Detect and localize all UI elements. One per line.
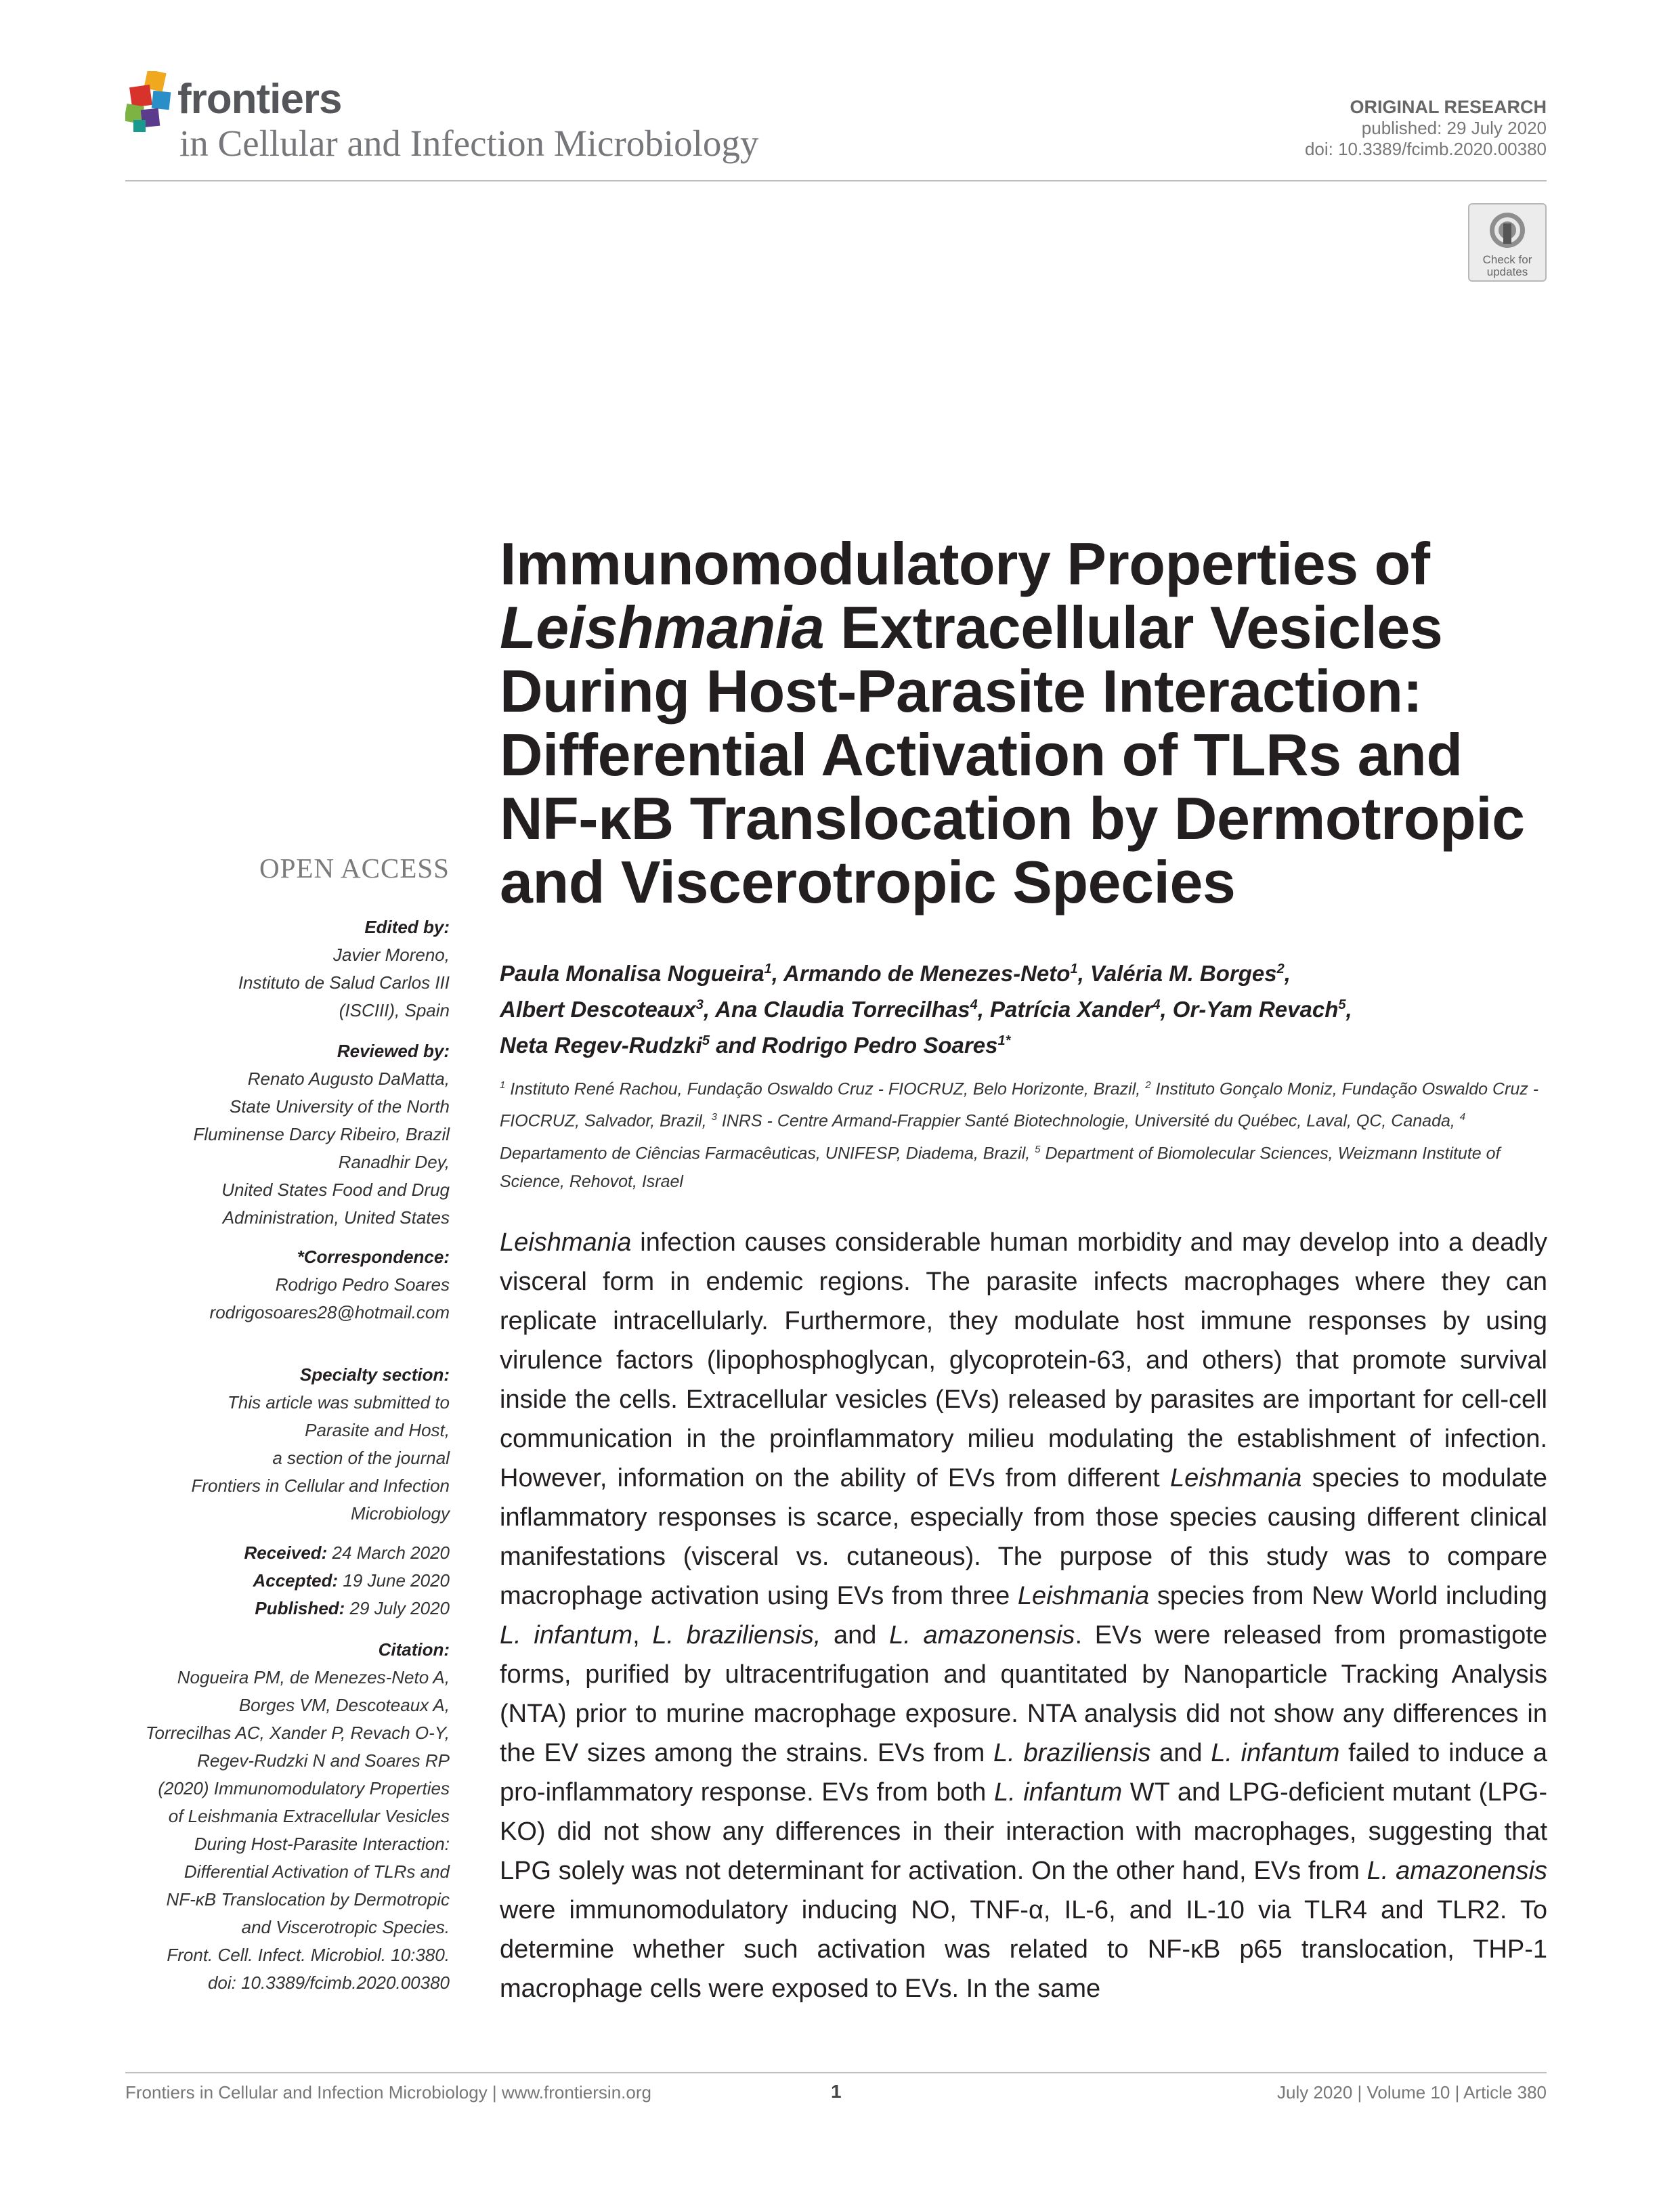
author-name[interactable]: Patrícia Xander (990, 997, 1153, 1022)
article-meta (1305, 97, 1547, 160)
specialty-line: Frontiers in Cellular and Infection (191, 1475, 450, 1496)
citation-line: Front. Cell. Infect. Microbiol. 10:380. (167, 1945, 450, 1965)
reviewed-by-heading: Reviewed by: (337, 1041, 450, 1061)
edited-by-heading: Edited by: (364, 917, 450, 937)
abstract-text: and (821, 1621, 890, 1649)
abstract-text: were immunomodulatory inducing NO, TNF-α, IL-6, and IL-10 via TLR4 and TLR2. To determine whether such activation was related to NF-κB p65 translocation, THP-1 macrophage cells were exposed to EVs. In the same (500, 1896, 1547, 2003)
abstract-text: species to modulate inflammatory responses is scarce, especially from those species causing different clinical manifestations (visceral vs. cutaneous). The purpose of this study was to compare macrophage activation using EVs from three (500, 1464, 1547, 1610)
title-line: and Viscerotropic Species (500, 848, 1236, 915)
accepted-value: 19 June 2020 (338, 1570, 450, 1591)
header-doi[interactable]: doi: 10.3389/fcimb.2020.00380 (1304, 139, 1547, 159)
reviewer-line: United States Food and Drug (221, 1180, 450, 1200)
reviewer-line: Administration, United States (222, 1207, 450, 1228)
article-type: ORIGINAL RESEARCH (1350, 97, 1547, 117)
published-date-sidebar (98, 1595, 450, 1622)
correspondence-section (98, 1243, 450, 1327)
author-sep: , (703, 997, 716, 1022)
page-number: 1 (831, 2081, 842, 2102)
abstract-italic: Leishmania (1017, 1582, 1150, 1610)
author-name[interactable]: Rodrigo Pedro Soares (762, 1033, 998, 1058)
author-affil-sup: 1 (764, 962, 772, 976)
author-affil-sup: 5 (702, 1033, 710, 1048)
reviewed-by-section (98, 1037, 450, 1232)
affil-sup: 5 (1035, 1143, 1041, 1155)
affil-sup: 1 (500, 1079, 506, 1091)
title-line (500, 596, 1556, 660)
affiliation: Departamento de Ciências Farmacêuticas, UNIFESP, Diadema, Brazil, (500, 1143, 1035, 1163)
citation-heading: Citation: (378, 1639, 450, 1660)
citation-line: NF-κB Translocation by Dermotropic (166, 1889, 450, 1910)
reviewer-line: Fluminense Darcy Ribeiro, Brazil (193, 1124, 450, 1144)
abstract-text: species from New World including (1149, 1582, 1547, 1610)
affiliations (500, 1071, 1556, 1196)
abstract-italic: L. braziliensis (993, 1739, 1151, 1767)
brand-name: frontiers (177, 76, 342, 123)
correspondence-email[interactable]: rodrigosoares28@hotmail.com (209, 1302, 450, 1322)
author-list (500, 953, 1556, 1061)
affiliation: Instituto Gonçalo Moniz, Fundação Oswaldo Cruz - FIOCRUZ, Salvador, Brazil, (500, 1079, 1539, 1131)
citation-line: (2020) Immunomodulatory Properties (158, 1778, 450, 1798)
author-name[interactable]: Or-Yam Revach (1172, 997, 1339, 1022)
published-label: Published: (255, 1598, 345, 1618)
journal-name: in Cellular and Infection Microbiology (179, 123, 759, 164)
footer-journal-link[interactable]: Frontiers in Cellular and Infection Microbiology | www.frontiersin.org (125, 2082, 651, 2102)
edited-by-section (98, 913, 450, 1024)
abstract-italic: L. amazonensis (1366, 1857, 1547, 1885)
abstract-text: and (1150, 1739, 1211, 1767)
citation-line: Differential Activation of TLRs and (184, 1861, 450, 1882)
header-divider (125, 180, 1547, 181)
check-for-updates-badge[interactable] (1468, 203, 1547, 282)
author-sep: , (977, 997, 991, 1022)
abstract-italic: Leishmania (500, 1228, 632, 1257)
affil-sup: 2 (1145, 1079, 1151, 1091)
author-sep: , (1160, 997, 1173, 1022)
footer-divider (125, 2072, 1547, 2073)
author-affil-sup: 2 (1276, 962, 1285, 976)
open-access-label: OPEN ACCESS (259, 853, 450, 884)
abstract-italic: L. amazonensis (889, 1621, 1075, 1649)
author-name[interactable]: Albert Descoteaux (500, 997, 696, 1022)
received-label: Received: (244, 1543, 328, 1563)
received-value: 24 March 2020 (327, 1543, 450, 1563)
abstract (500, 1223, 1547, 2008)
author-affil-sup: 5 (1338, 997, 1346, 1012)
affil-sup: 4 (1459, 1111, 1466, 1123)
author-sep: , (1284, 961, 1291, 986)
reviewer-line: State University of the North (229, 1096, 450, 1117)
title-line: During Host-Parasite Interaction: (500, 657, 1423, 725)
abstract-italic: L. infantum (1211, 1739, 1340, 1767)
specialty-section (98, 1361, 450, 1528)
check-updates-label: Check for updates (1482, 253, 1532, 278)
footer-issue-info: July 2020 | Volume 10 | Article 380 (1277, 2082, 1547, 2102)
specialty-line: This article was submitted to (227, 1392, 450, 1412)
citation-section (98, 1636, 450, 1997)
published-value: 29 July 2020 (345, 1598, 450, 1618)
citation-line: of Leishmania Extracellular Vesicles (168, 1806, 450, 1826)
dates-section (98, 1539, 450, 1622)
author-name[interactable]: Neta Regev-Rudzki (500, 1033, 702, 1058)
affiliation: INRS - Centre Armand-Frappier Santé Biotechnologie, Université du Québec, Laval, QC, Canada, (721, 1111, 1460, 1131)
reviewer-line: Renato Augusto DaMatta, (247, 1069, 450, 1089)
affiliation: Department of Biomolecular Sciences, Weizmann Institute of Science, Rehovot, Israel (500, 1143, 1501, 1191)
specialty-line: a section of the journal (272, 1448, 450, 1468)
author-name[interactable]: Ana Claudia Torrecilhas (715, 997, 970, 1022)
specialty-line: Microbiology (351, 1503, 450, 1524)
author-name[interactable]: Paula Monalisa Nogueira (500, 961, 764, 986)
abstract-text: WT and LPG-deficient mutant (LPG-KO) did not show any differences in their interaction with macrophages, suggesting that LPG solely was not determinant for activation. On the other hand, EVs from (500, 1778, 1548, 1885)
author-name[interactable]: Valéria M. Borges (1090, 961, 1277, 986)
author-affil-sup: 1 (1070, 962, 1078, 976)
check-updates-icon (1488, 211, 1526, 249)
abstract-text: , (632, 1621, 653, 1649)
author-name[interactable]: Armando de Menezes-Neto (783, 961, 1071, 986)
specialty-line: Parasite and Host, (305, 1420, 450, 1440)
title-genus: Leishmania (500, 594, 825, 661)
citation-line: During Host-Parasite Interaction: (194, 1834, 450, 1854)
author-sep: , (771, 961, 783, 986)
reviewer-line: Ranadhir Dey, (338, 1152, 450, 1172)
abstract-text: . EVs were released from promastigote forms, purified by ultracentrifugation and quantitated by Nanoparticle Tracking Analysis (NTA) prior to murine macrophage exposure. NTA analysis did not show any differences in the EV sizes among the strains. EVs from (500, 1621, 1547, 1767)
received-date (98, 1539, 450, 1567)
title-line: NF-κB Translocation by Dermotropic (500, 785, 1525, 852)
citation-line: Borges VM, Descoteaux A, (238, 1695, 450, 1715)
accepted-label: Accepted: (253, 1570, 339, 1591)
abstract-italic: Leishmania (1170, 1464, 1302, 1492)
abstract-italic: L. infantum (500, 1621, 633, 1649)
author-affil-sup: 4 (970, 997, 978, 1012)
citation-line: Regev-Rudzki N and Soares RP (197, 1750, 450, 1771)
citation-line: Torrecilhas AC, Xander P, Revach O-Y, (146, 1723, 450, 1743)
article-title (500, 532, 1556, 914)
correspondence-name: Rodrigo Pedro Soares (275, 1274, 450, 1295)
author-affil-sup: 1* (997, 1033, 1011, 1048)
affil-sup: 3 (711, 1111, 717, 1123)
abstract-text: failed to induce a pro-inflammatory response. EVs from both (500, 1739, 1547, 1807)
accepted-date (98, 1567, 450, 1595)
author-sep: , (1077, 961, 1090, 986)
citation-line: Nogueira PM, de Menezes-Neto A, (177, 1667, 450, 1687)
editor-line: (ISCIII), Spain (339, 1000, 450, 1020)
affiliation: Instituto René Rachou, Fundação Oswaldo Cruz - FIOCRUZ, Belo Horizonte, Brazil, (510, 1079, 1146, 1099)
citation-doi[interactable]: doi: 10.3389/fcimb.2020.00380 (207, 1972, 450, 1993)
title-line-rest: Extracellular Vesicles (824, 594, 1443, 661)
editor-line: Javier Moreno, (333, 945, 450, 965)
author-affil-sup: 3 (695, 997, 704, 1012)
correspondence-heading: *Correspondence: (297, 1247, 450, 1267)
editor-line: Instituto de Salud Carlos III (238, 972, 450, 993)
author-sep: and (710, 1033, 762, 1058)
title-line: Immunomodulatory Properties of (500, 530, 1430, 597)
published-date: published: 29 July 2020 (1361, 118, 1547, 138)
citation-line: and Viscerotropic Species. (241, 1917, 450, 1937)
author-sep: , (1345, 997, 1352, 1022)
author-affil-sup: 4 (1153, 997, 1161, 1012)
abstract-italic: L. infantum (993, 1778, 1123, 1807)
abstract-italic: L. braziliensis, (652, 1621, 821, 1649)
abstract-text: infection causes considerable human morbidity and may develop into a deadly visceral form in endemic regions. The parasite infects macrophages where they can replicate intracellularly. Furthermore, they modulate host immune responses by using virulence factors (lipophosphoglycan, glycoprotein-63, and others) that promote survival inside the cells. Extracellular vesicles (EVs) released by parasites are important for cell-cell communication in the proinflammatory milieu modulating the establishment of infection. However, information on the ability of EVs from different (500, 1228, 1547, 1492)
specialty-heading: Specialty section: (299, 1364, 450, 1385)
title-line: Differential Activation of TLRs and (500, 721, 1463, 788)
